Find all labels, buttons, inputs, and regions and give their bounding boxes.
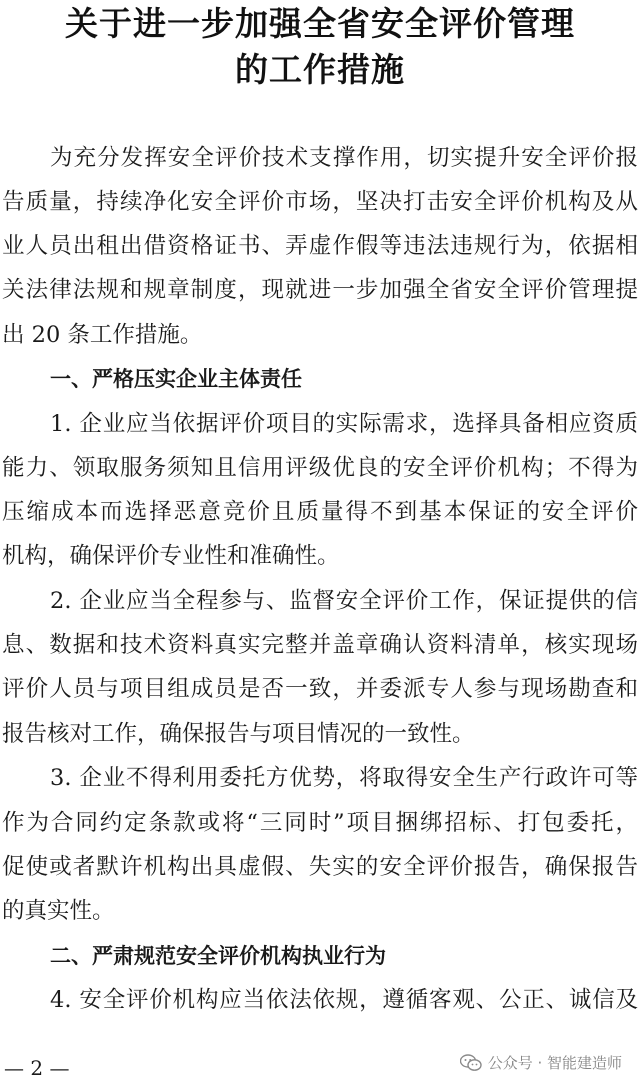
item-3-line-2: 作为合同约定条款或将“三同时”项目捆绑招标、打包委托，	[2, 810, 638, 836]
item-4-line-1: 4. 安全评价机构应当依法依规，遵循客观、公正、诚信及	[50, 987, 638, 1013]
item-2-line-3: 评价人员与项目组成员是否一致，并委派专人参与现场勘查和	[2, 676, 638, 702]
section-1-heading: 一、严格压实企业主体责任	[50, 367, 302, 391]
item-3-line-4: 的真实性。	[2, 898, 115, 924]
intro-line-5: 出 20 条工作措施。	[2, 322, 203, 348]
intro-line-4: 关法律法规和规章制度，现就进一步加强全省安全评价管理提	[2, 277, 638, 303]
section-2-heading: 二、严肃规范安全评价机构执业行为	[50, 944, 386, 968]
item-1-line-2: 能力、领取服务须知且信用评级优良的安全评价机构；不得为	[2, 455, 638, 481]
item-1-line-3: 压缩成本而选择恶意竞价且质量得不到基本保证的安全评价	[2, 499, 638, 525]
watermark-text: 公众号 · 智能建造师	[487, 1054, 622, 1072]
item-2-line-4: 报告核对工作，确保报告与项目情况的一致性。	[2, 721, 475, 747]
item-3-line-3: 促使或者默许机构出具虚假、失实的安全评价报告，确保报告	[2, 854, 638, 880]
document-title-line-2: 的工作措施	[235, 50, 405, 89]
document-title-line-1: 关于进一步加强全省安全评价管理	[65, 4, 575, 43]
item-1-line-4: 机构，确保评价专业性和准确性。	[2, 543, 340, 569]
watermark	[460, 1052, 622, 1074]
item-3-line-1: 3. 企业不得利用委托方优势，将取得安全生产行政许可等	[50, 765, 638, 791]
item-1-line-1: 1. 企业应当依据评价项目的实际需求，选择具备相应资质	[50, 411, 638, 437]
intro-line-1: 为充分发挥安全评价技术支撑作用，切实提升安全评价报	[50, 145, 638, 171]
page-number: — 2 —	[4, 1056, 70, 1080]
wechat-icon	[460, 1054, 482, 1072]
intro-line-2: 告质量，持续净化安全评价市场，坚决打击安全评价机构及从	[2, 189, 638, 215]
item-2-line-2: 息、数据和技术资料真实完整并盖章确认资料清单，核实现场	[2, 632, 638, 658]
item-2-line-1: 2. 企业应当全程参与、监督安全评价工作，保证提供的信	[50, 588, 638, 614]
intro-line-3: 业人员出租出借资格证书、弄虚作假等违法违规行为，依据相	[2, 233, 638, 259]
